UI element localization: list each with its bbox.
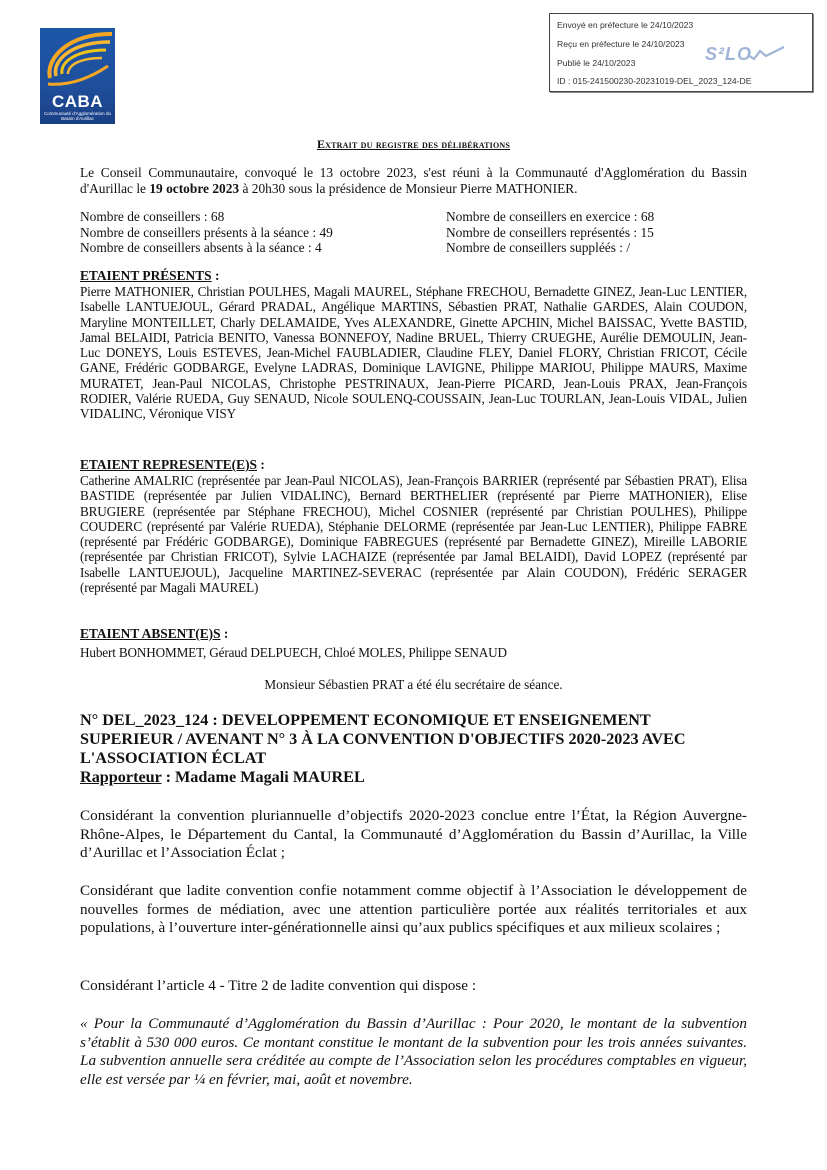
secretary-statement: Monsieur Sébastien PRAT a été élu secrétaire de séance. — [264, 677, 563, 692]
count-represented: Nombre de conseillers représentés : 15 — [446, 224, 654, 240]
present-list: Pierre MATHONIER, Christian POULHES, Magali MAUREL, Stéphane FRECHOU, Bernadette GINEZ, Jean-Luc LENTIER, Isabelle LANTUEJOUL, Gérard PRADAL, Angélique MARTINS, Sébastien PRAT, Nathalie GARDES, Alain COUDON, Maryline MONTEILLET, Charly DELAMAIDE, Yves ALEXANDRE, Ginette APCHIN, Michel BAISSAC, Yvette BASTID, Jamal BELAIDI, Patricia BENITO, Vanessa BONNEFOY, Nadine BRUEL, Thierry CRUEGHE, Aurélie DEMOULIN, Jean-Luc DONEYS, Louis ESTEVES, Jean-Michel FAUBLADIER, Claudine FLEY, Daniel FLORY, Christian FRICOT, Cécile GANE, Frédéric GODBARGE, Evelyne LADRAS, Dominique LAVIGNE, Philippe MARIOU, Philippe MAURS, Maxime MURATET, Jean-Paul NICOLAS, Christophe PESTRINAUX, Jean-Pierre PICARD, Jean-Louis PRAX, Jean-François RODIER, Valérie RUEDA, Guy SENAUD, Nicole SOULENQ-COUSSAIN, Jean-Luc TOURLAN, Jean-Louis VIDAL, Julien VIDALINC, Véronique VISY — [80, 284, 747, 422]
intro-text: Le Conseil Communautaire, convoqué le 13 octobre 2023, s'est réuni à la Communauté d'Agglomération du Bassin d'Aurillac le — [80, 165, 747, 196]
considerant-paragraph: Considérant que ladite convention confie notamment comme objectif à l’Association le développement de nouvelles formes de médiation, avec une attention particulière portée aux réalités territoriales et aux populations, à l’ouverture inter-générationnelle ainsi qu’aux publics spécifiques et aux milieux scolaires ; — [80, 882, 747, 937]
count-absent: Nombre de conseillers absents à la séance : 4 — [80, 240, 322, 255]
caba-logo — [40, 28, 115, 124]
slo-check-icon — [746, 45, 786, 61]
rapporteur — [80, 768, 365, 787]
stamp-received-line: Reçu en préfecture le 24/10/2023 — [557, 39, 685, 49]
logo-swoosh-icon — [40, 28, 115, 92]
heading-colon: : — [256, 457, 265, 472]
prefecture-stamp — [549, 13, 813, 92]
considerant-paragraph: Considérant l’article 4 - Titre 2 de ladite convention qui dispose : — [80, 977, 477, 994]
quoted-article: « Pour la Communauté d’Agglomération du Bassin d’Aurillac : Pour 2020, le montant de la subvention s’établit à 530 000 euros. Ce montant constitue le montant de la subvention pour les trois années suivantes. La subvention annuelle sera créditée au compte de l’Association selon les procédures comptables en vigueur, elle est versée par ¼ en février, mai, août et novembre. — [80, 1015, 747, 1088]
document-title: Extrait du registre des délibérations — [316, 137, 511, 151]
represented-list: Catherine AMALRIC (représentée par Jean-Paul NICOLAS), Jean-François BARRIER (représenté par Sébastien PRAT), Elisa BASTIDE (représentée par Julien VIDALINC), Bernard BERTHELIER (représenté par Pierre MATHONIER), Elise BRUGIERE (représentée par Stéphane FRECHOU), Michel COSNIER (représenté par Christian POULHES), Philippe COUDERC (représenté par Valérie RUEDA), Stéphanie DELORME (représentée par Jean-Luc LENTIER), Philippe FABRE (représenté par Frédéric GODBARGE), Dominique FABREGUES (représenté par Bernadette GINEZ), Mireille LABORIE (représentée par Christian FRICOT), Sylvie LACHAIZE (représentée par Jamal BELAIDI), David LOPEZ (représenté par Isabelle LANTUEJOUL), Jacqueline MARTINEZ-SEVERAC (représentée par Alain COUDON), Frédéric SERAGER (représenté par Magali MAUREL) — [80, 473, 747, 596]
slo-mark: S²LO — [705, 44, 752, 64]
absent-list: Hubert BONHOMMET, Géraud DELPUECH, Chloé MOLES, Philippe SENAUD — [80, 645, 507, 660]
intro-text-end: à 20h30 sous la présidence de Monsieur Pierre MATHONIER. — [239, 181, 578, 196]
count-substituted: Nombre de conseillers suppléés : / — [446, 240, 631, 255]
present-heading-label: ETAIENT PRÉSENTS — [80, 268, 212, 283]
stamp-sent-line: Envoyé en préfecture le 24/10/2023 — [557, 20, 694, 30]
heading-colon: : — [220, 626, 229, 641]
intro-paragraph — [80, 165, 747, 197]
stamp-published-line: Publié le 24/10/2023 — [557, 58, 636, 68]
stamp-id-line: ID : 015-241500230-20231019-DEL_2023_124-DE — [557, 76, 752, 86]
count-present: Nombre de conseillers présents à la séance : 49 — [80, 224, 333, 240]
rapporteur-name: : Madame Magali MAUREL — [161, 768, 365, 786]
considerant-paragraph: Considérant la convention pluriannuelle d’objectifs 2020-2023 conclue entre l’État, la Région Auvergne-Rhône-Alpes, le Département du Cantal, la Communauté d’Agglomération du Bassin d’Aurillac, la Ville d’Aurillac et l’Association Éclat ; — [80, 807, 747, 862]
rapporteur-label: Rapporteur — [80, 768, 162, 786]
absent-heading-label: ETAIENT ABSENT(E)S — [80, 626, 221, 641]
deliberation-title: N° DEL_2023_124 : DEVELOPPEMENT ECONOMIQUE ET ENSEIGNEMENT SUPERIEUR / AVENANT N° 3 À LA CONVENTION D'OBJECTIFS 2020-2023 AVEC L'ASSOCIATION ÉCLAT — [80, 711, 686, 767]
meeting-date: 19 octobre 2023 — [149, 181, 240, 196]
absent-heading — [80, 626, 228, 642]
heading-colon: : — [211, 268, 220, 283]
represented-heading-label: ETAIENT REPRESENTE(E)S — [80, 457, 257, 472]
count-total: Nombre de conseillers : 68 — [80, 209, 225, 224]
logo-subtitle: Communauté d'Agglomération du Bassin d'Aurillac — [44, 111, 111, 121]
represented-heading — [80, 457, 265, 473]
logo-name: CABA — [51, 92, 104, 111]
count-in-office: Nombre de conseillers en exercice : 68 — [446, 209, 655, 224]
present-heading — [80, 268, 219, 284]
